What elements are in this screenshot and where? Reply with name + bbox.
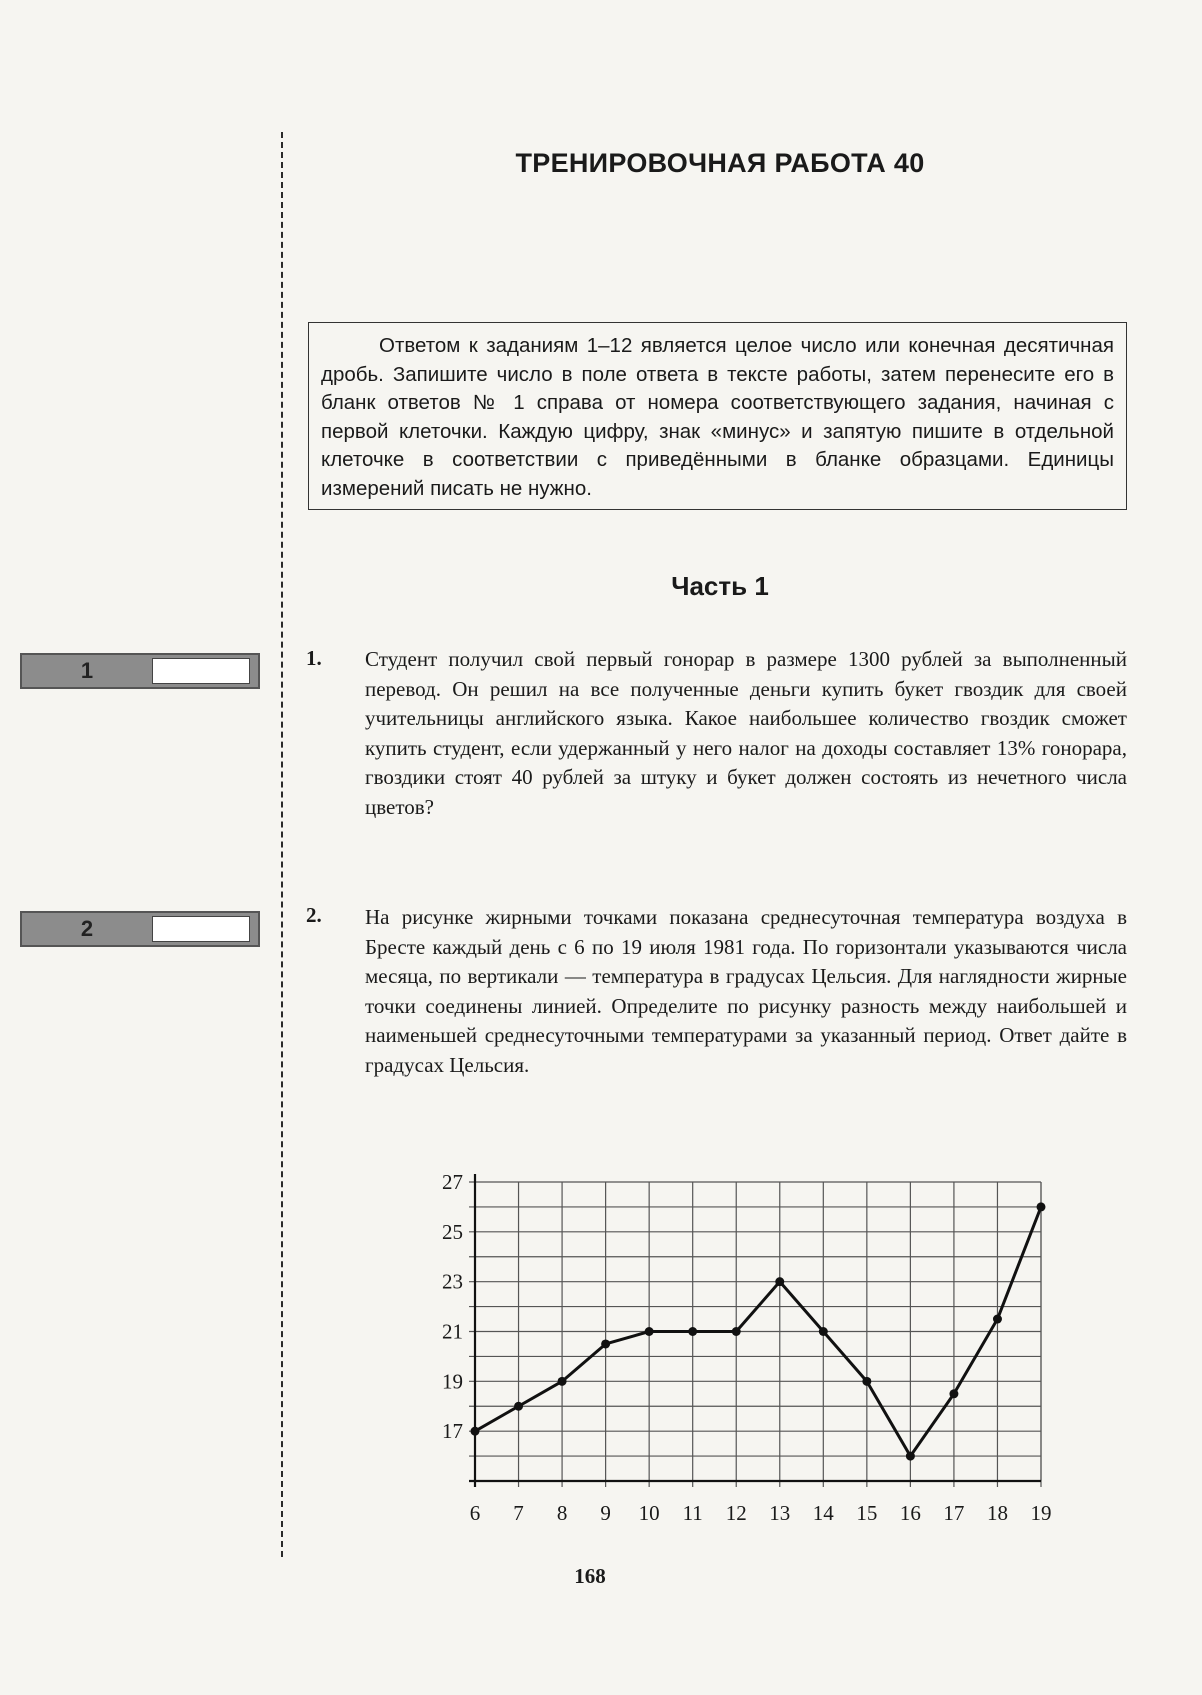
x-tick-label: 12 (725, 1501, 747, 1525)
x-tick-label: 19 (1030, 1501, 1052, 1525)
page-number: 168 (574, 1564, 606, 1588)
x-tick-label: 10 (638, 1501, 660, 1525)
data-point (514, 1402, 523, 1411)
data-point (732, 1327, 741, 1336)
x-tick-label: 11 (682, 1501, 703, 1525)
data-point (558, 1377, 567, 1386)
page-title: ТРЕНИРОВОЧНАЯ РАБОТА 40 (515, 148, 925, 178)
x-tick-label: 15 (856, 1501, 878, 1525)
y-tick-label: 21 (442, 1319, 463, 1344)
data-point (775, 1277, 784, 1286)
data-point (993, 1315, 1002, 1324)
data-point (601, 1339, 610, 1348)
data-point (688, 1327, 697, 1336)
data-point (471, 1427, 480, 1436)
y-tick-label: 17 (442, 1419, 463, 1444)
answer-box-number: 1 (80, 658, 94, 683)
data-point (645, 1327, 654, 1336)
x-tick-label: 17 (943, 1501, 965, 1525)
x-tick-label: 9 (600, 1501, 611, 1525)
x-tick-label: 16 (899, 1501, 921, 1525)
data-point (862, 1377, 871, 1386)
part-title: Часть 1 (671, 571, 769, 601)
x-tick-label: 13 (769, 1501, 791, 1525)
x-tick-label: 6 (469, 1501, 481, 1525)
y-tick-label: 23 (442, 1269, 463, 1294)
y-tick-label: 19 (442, 1369, 463, 1394)
data-point (949, 1389, 958, 1398)
y-tick-label: 27 (442, 1170, 463, 1194)
task-number: 1. (306, 646, 322, 670)
task-2-text: На рисунке жирными точками показана среднесуточная температура воздуха в Бресте каждый день с 6 по 19 июля 1981 года. По горизонтали указываются числа месяца, по вертикали — температура в градусах Цельсия. Для наглядности жирные точки соединены линией. Определите по рисунку разность между наибольшей и наименьшей среднесуточными температурами за указанный период. Ответ дайте в градусах Цельсия. (365, 905, 1127, 1077)
instructions-box: Ответом к заданиям 1–12 является целое число или конечная десятичная дробь. Запишите число в поле ответа в тексте работы, затем перенесите его в бланк ответов № 1 справа от номера соответствующего задания, начиная с первой клеточки. Каждую цифру, знак «минус» и запятую пишите в отдельной клеточке в соответствии с приведёнными в бланке образцами. Единицы измерений писать не нужно. (308, 322, 1127, 510)
x-tick-label: 7 (513, 1501, 524, 1525)
x-tick-label: 14 (812, 1501, 834, 1525)
data-point (906, 1452, 915, 1461)
x-tick-label: 8 (556, 1501, 568, 1525)
data-point (1037, 1202, 1046, 1211)
y-tick-label: 25 (442, 1219, 463, 1244)
task-number: 2. (306, 903, 322, 927)
answer-box-number: 2 (80, 916, 94, 941)
x-tick-label: 18 (986, 1501, 1008, 1525)
data-point (819, 1327, 828, 1336)
task-1-text: Студент получил свой первый гонорар в размере 1300 рублей за выполненный перевод. Он решил на все полученные деньги купить букет гвоздик для своей учительницы английского языка. Какое наибольшее количество гвоздик сможет купить студент, если удержанный у него налог на доходы составляет 13% гонорара, гвоздики стоят 40 рублей за штуку и букет должен состоять из нечетного числа цветов? (365, 647, 1127, 819)
